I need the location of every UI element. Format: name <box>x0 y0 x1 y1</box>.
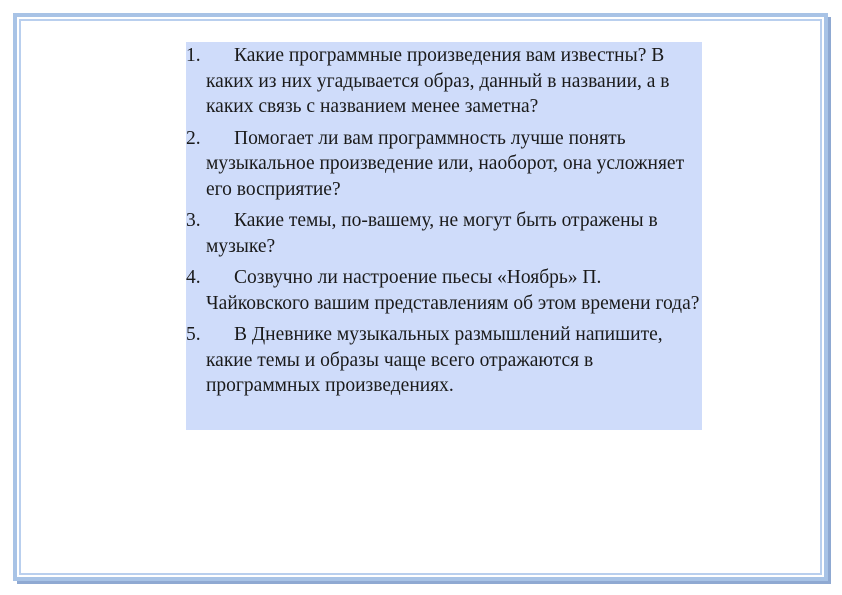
question-text: Помогает ли вам программность лучше понять музыкальное произведение или, наоборот, она усложняет его восприятие? <box>206 127 685 200</box>
frame-shadow <box>828 17 831 583</box>
question-item <box>186 208 702 259</box>
question-item <box>186 43 702 120</box>
question-item <box>186 126 702 203</box>
question-number: 2. <box>186 127 201 149</box>
question-text: В Дневнике музыкальных размышлений напишите, какие темы и образы чаще всего отражаются в программных произведениях. <box>206 324 663 396</box>
questions-box <box>186 42 702 430</box>
questions-list <box>186 43 702 399</box>
frame-shadow <box>17 581 831 584</box>
question-number: 3. <box>186 210 201 231</box>
question-number: 5. <box>186 324 201 345</box>
question-text: Какие программные произведения вам известны? В каких из них угадывается образ, данный в названии, а в каких связь с названием менее заметна? <box>206 45 670 117</box>
question-text: Созвучно ли настроение пьесы «Ноябрь» П. Чайковского вашим представлениям об этом времени года? <box>206 267 700 314</box>
question-item <box>186 322 702 399</box>
question-number: 4. <box>186 267 201 288</box>
question-text: Какие темы, по-вашему, не могут быть отражены в музыке? <box>206 210 658 257</box>
question-item <box>186 265 702 316</box>
question-number: 1. <box>186 45 201 66</box>
